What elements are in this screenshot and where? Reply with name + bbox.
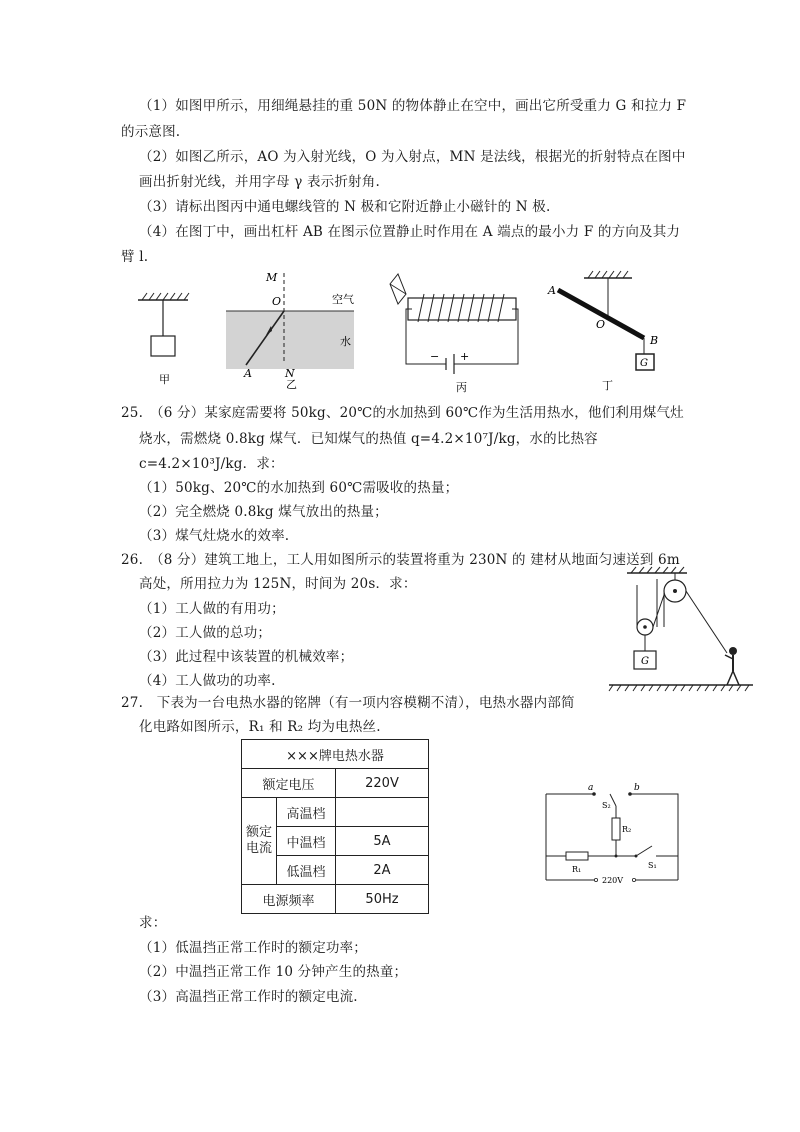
circuit-label-r2: R₂ <box>622 825 632 834</box>
high-temp-label: 高温档 <box>277 798 336 827</box>
q24-part3: （3）请标出图丙中通电螺线管的 N 极和它附近静止小磁针的 N 极. <box>139 199 551 215</box>
q24-part2-line1: （2）如图乙所示，AO 为入射光线，O 为入射点，MN 是法线，根据光的折射特点在图中 <box>139 149 686 165</box>
label-ding-B: B <box>650 334 659 347</box>
circuit-label-b: b <box>634 783 640 793</box>
q24-part4-line2: 臂 l. <box>121 249 149 265</box>
label-A: A <box>244 367 252 380</box>
q26-sub2: （2）工人做的总功； <box>139 625 272 641</box>
rated-voltage-label: 额定电压 <box>242 769 336 798</box>
label-minus: − <box>430 350 440 363</box>
circuit-label-s1: S₁ <box>648 861 657 870</box>
label-ding-A: A <box>548 284 556 297</box>
figure-bing-caption: 丙 <box>456 381 467 393</box>
q26-sub4: （4）工人做功的功率. <box>139 673 276 689</box>
circuit-label-s2: S₂ <box>602 801 611 810</box>
q24-part1-line1: （1）如图甲所示，用细绳悬挂的重 50N 的物体静止在空中，画出它所受重力 G 和拉力 F <box>139 98 687 114</box>
figure-jia <box>130 288 200 388</box>
q27-ask: 求： <box>139 915 167 931</box>
figure-circuit <box>538 782 688 892</box>
q26-line2: 高处，所用拉力为 125N，时间为 20s．求： <box>139 576 417 592</box>
low-temp-value: 2A <box>336 856 429 885</box>
label-G: G <box>640 358 648 369</box>
q25-sub2: （2）完全燃烧 0.8kg 煤气放出的热量； <box>139 504 388 520</box>
label-M: M <box>266 271 278 284</box>
nameplate-table <box>241 739 429 914</box>
figure-jia-caption: 甲 <box>159 373 170 386</box>
q27-sub3: （3）高温挡正常工作时的额定电流. <box>139 989 358 1005</box>
label-water: 水 <box>340 335 351 348</box>
circuit-label-a: a <box>588 783 594 793</box>
q26-sub1: （1）工人做的有用功； <box>139 601 285 617</box>
label-N: N <box>285 367 295 380</box>
mid-temp-value: 5A <box>336 827 429 856</box>
mid-temp-label: 中温档 <box>277 827 336 856</box>
q24-part4-line1: （4）在图丁中，画出杠杆 AB 在图示位置静止时作用在 A 端点的最小力 F 的方向及其力 <box>139 224 681 240</box>
rated-voltage-value: 220V <box>336 769 429 798</box>
q25-line1: 25. （6 分）某家庭需要将 50kg、20℃的水加热到 60℃作为生活用热水，他们利用煤气灶 <box>121 405 684 421</box>
freq-value: 50Hz <box>336 885 429 914</box>
circuit-label-r1: R₁ <box>572 865 582 874</box>
q25-sub3: （3）煤气灶烧水的效率. <box>139 528 290 544</box>
freq-label: 电源频率 <box>242 885 336 914</box>
figure-ding <box>540 266 680 391</box>
label-ding-O: O <box>596 318 606 331</box>
nameplate-title: ×××牌电热水器 <box>242 740 429 769</box>
q27-sub1: （1）低温挡正常工作时的额定功率； <box>139 940 367 956</box>
figure-pulley <box>605 565 755 695</box>
q25-line2: 烧水，需燃烧 0.8kg 煤气．已知煤气的热值 q=4.2×10⁷J/kg，水的比热容 <box>139 431 598 447</box>
circuit-label-voltage: 220V <box>602 876 624 885</box>
q27-sub2: （2）中温挡正常工作 10 分钟产生的热童； <box>139 964 408 980</box>
q26-sub3: （3）此过程中该装置的机械效率； <box>139 649 354 665</box>
figure-ding-caption: 丁 <box>602 379 613 391</box>
q27-line2: 化电路如图所示，R₁ 和 R₂ 均为电热丝. <box>139 719 381 735</box>
q25-sub1: （1）50kg、20℃的水加热到 60℃需吸收的热量； <box>139 480 459 496</box>
q24-part2-line2: 画出折射光线，并用字母 γ 表示折射角. <box>139 174 380 190</box>
pulley-label-G: G <box>641 656 649 667</box>
rated-current-label: 额定 电流 <box>242 798 277 885</box>
label-plus: + <box>460 350 470 363</box>
q27-line1: 27. 下表为一台电热水器的铭牌（有一项内容模糊不清），电热水器内部简 <box>121 695 575 711</box>
high-temp-value <box>336 798 429 827</box>
q25-line3: c=4.2×10³J/kg．求： <box>139 456 284 472</box>
figure-yi-caption: 乙 <box>286 378 297 390</box>
q24-part1-line2: 的示意图. <box>121 124 181 140</box>
figure-bing <box>380 268 520 393</box>
label-O: O <box>272 295 282 308</box>
figure-yi <box>222 265 372 390</box>
low-temp-label: 低温档 <box>277 856 336 885</box>
label-air: 空气 <box>332 293 354 306</box>
q26-line1: 26. （8 分）建筑工地上，工人用如图所示的装置将重为 230N 的 建材从地面匀速送到 6m <box>121 552 680 568</box>
